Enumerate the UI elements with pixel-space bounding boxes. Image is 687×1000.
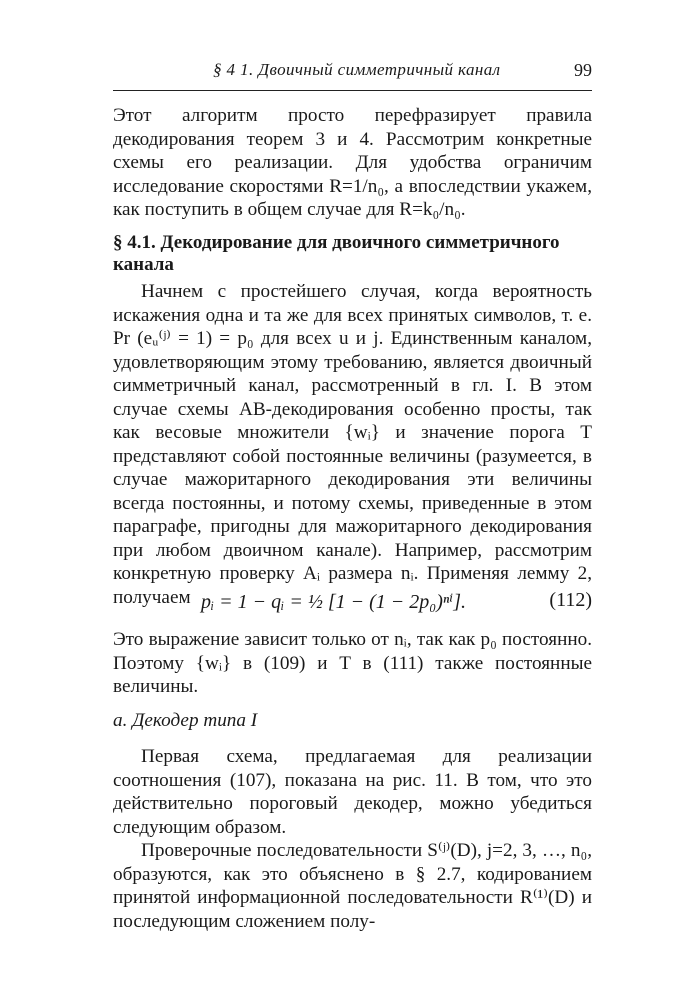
running-header: [113, 60, 592, 91]
subsection-heading: а. Декодер типа I: [113, 710, 258, 731]
paragraph-4: Первая схема, предлагаемая для реализации соотношения (107), показана на рис. 11. В том, что это действительно пороговый декодер, можно убедиться следующим образом.: [113, 746, 592, 838]
paragraph-1: Этот алгоритм просто перефразирует правила декодирования теорем 3 и 4. Рассмотрим конкретные схемы его реализации. Для удобства ограничим исследование скоростями R=1/n₀, а впоследствии укажем, как поступить в общем случае для R=k₀/n₀.: [113, 105, 592, 220]
running-title: § 4 1. Двоичный симметричный канал: [213, 60, 501, 79]
equation-112: [113, 583, 592, 623]
paragraph-block-1: [113, 104, 592, 222]
section-heading: § 4.1. Декодирование для двоичного симметричного канала: [113, 232, 560, 275]
paragraph-block-2: [113, 280, 592, 609]
equation-body: pᵢ = 1 − qᵢ = ½ [1 − (1 − 2p₀)ⁿⁱ].: [201, 591, 466, 613]
page-number: 99: [574, 60, 592, 80]
paragraph-2: Начнем с простейшего случая, когда вероятность искажения одна и та же для всех принятых символов, т. е. Pr (eᵤ⁽ʲ⁾ = 1) = p₀ для всех u и j. Единственным каналом, удовлетворяющим этому требованию, является двоичный симметричный канал, рассмотренный в гл. I. В этом случае схемы АВ-декодирования особенно просты, так как весовые множители {wᵢ} и значение порога T представляют собой постоянные величины (разумеется, в случае мажоритарного декодирования эти величины всегда постоянны, и потому схемы, приведенные в этом параграфе, пригодны для мажоритарного декодирования при любом двоичном канале). Например, рассмотрим конкретную проверку Aᵢ размера nᵢ. Применяя лемму 2, получаем: [113, 281, 592, 608]
paragraph-block-4: [113, 745, 592, 933]
paragraph-block-3: [113, 628, 592, 699]
equation-number: (112): [549, 589, 592, 611]
paragraph-3: Это выражение зависит только от nᵢ, так как p₀ постоянно. Поэтому {wᵢ} в (109) и T в (111) также постоянные величины.: [113, 629, 592, 697]
paragraph-5: Проверочные последовательности S⁽ʲ⁾(D), j=2, 3, …, n₀, образуются, как это объяснено в § 2.7, кодированием принятой информационной последовательности R⁽¹⁾(D) и последующим сложением полу-: [113, 840, 592, 932]
